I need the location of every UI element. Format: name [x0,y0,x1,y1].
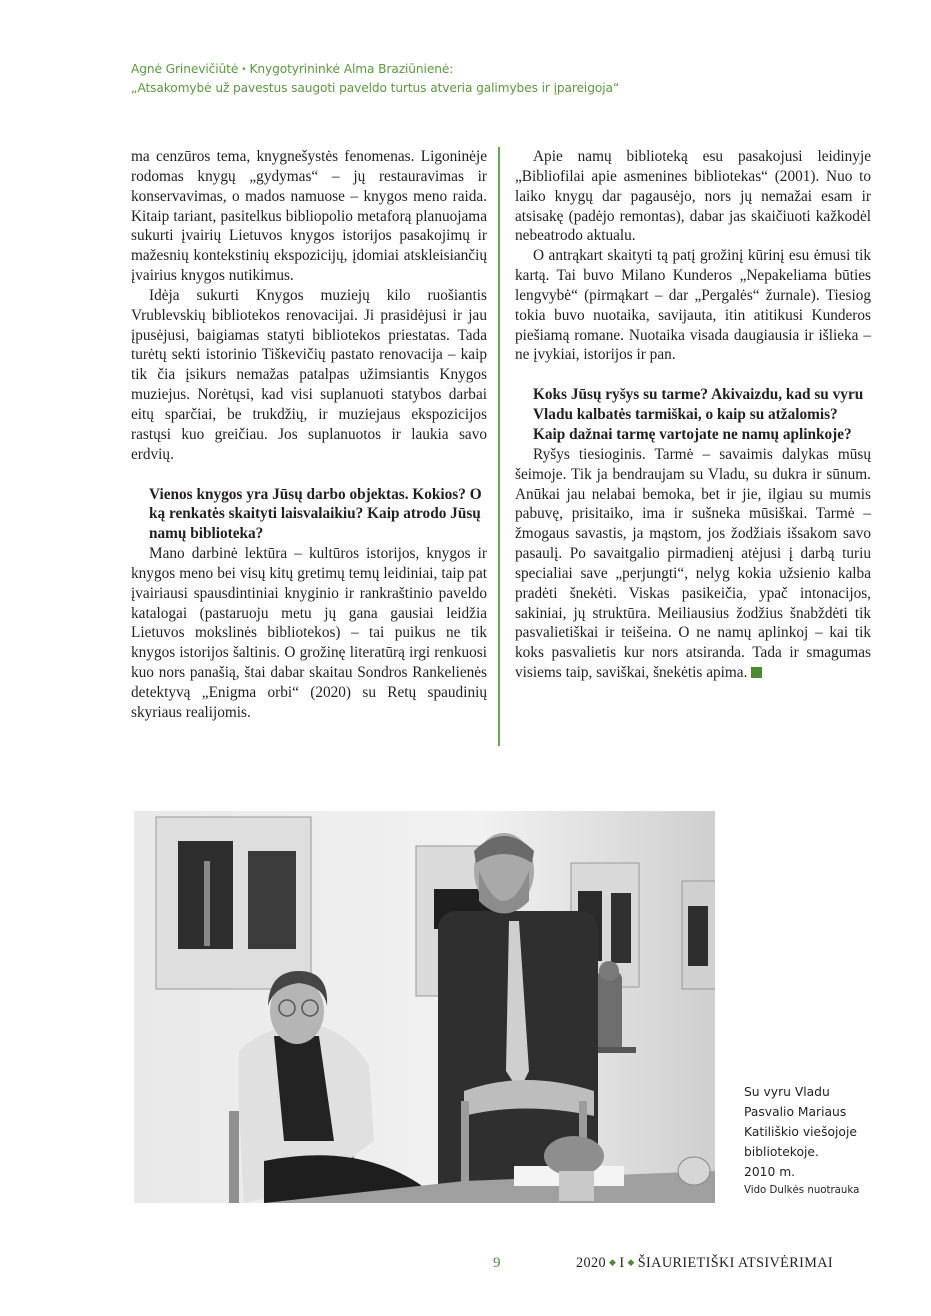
caption-line: Su vyru Vladu [744,1085,830,1099]
paragraph: Apie namų biblioteką esu pasakojusi leidinyje „Bibliofilai apie asmenines bibliotekas“ (2001). Nuo to laiko knygų dar pagausėjo, nors jų nemažai esam ir atsisakę (padėjo remontas), dabar jas skaičiuoti kažkodėl nebeatrodo aktualu. [515,148,871,245]
header-author: Agnė Grinevičiūtė [131,62,239,76]
caption-line: Katiliškio viešojoje [744,1125,857,1139]
diamond-bullet-icon: ◆ [608,1257,617,1267]
photo-illustration [134,811,715,1203]
paragraph [515,445,871,683]
interview-question: Vienos knygos yra Jūsų darbo objektas. Kokios? O ką renkatės skaityti laisvalaikiu? Kaip atrodo Jūsų namų biblioteka? [149,485,482,543]
paragraph: Idėja sukurti Knygos muziejų kilo ruošiantis Vrublevskių bibliotekos renovacijai. Ji prasidėjusi ir jau įpusėjusi, baigiamas statyti bibliotekos priestatas. Tada turėtų sekti istorinio Tiškevičių pastato renovacija – kaip tik čia įsikurs nemažas patalpas užimsiantis Knygos muziejus. Norėtųsi, kad visi suplanuoti statybos darbai eitų sparčiai, be trukdžių, ir muziejaus ekspozicijos rastųsi kuo greičiau. Jos suplanuotos ir laukia savo erdvių. [131,286,487,463]
footer-journal-name: ŠIAURIETIŠKI ATSIVĖRIMAI [637,1255,833,1271]
photo [134,811,715,1203]
footer-issue: I [619,1255,625,1271]
photo-credit: Vido Dulkės nuotrauka [744,1185,860,1196]
running-header [131,60,831,97]
page-number: 9 [493,1255,501,1271]
header-subtitle: Knygotyrininkė Alma Braziūnienė: [249,62,454,76]
journal-footer [576,1255,833,1272]
bullet-separator-icon: • [241,65,247,75]
caption-line: 2010 m. [744,1165,796,1179]
end-of-article-square-icon [751,667,762,678]
column-divider [498,147,500,746]
right-column [515,147,871,683]
header-title: „Atsakomybė už pavestus saugoti paveldo turtus atveria galimybes ir įpareigoja“ [131,81,620,95]
paragraph: O antrąkart skaityti tą patį grožinį kūrinį esu ėmusi tik kartą. Tai buvo Milano Kunderos „Nepakeliama būties lengvybė“ (pirmąkart – dar „Pergalės“ žurnale). Tiesiog tokia buvo nuotaika, savijauta, itin atitikusi Kunderos piešiamą romane. Nuotaika visada daugiausia ir išlieka – ne įvykiai, istorijos ir pan. [515,247,871,364]
left-column [131,147,487,723]
diamond-bullet-icon: ◆ [627,1257,635,1267]
caption-line: bibliotekoje. [744,1145,819,1159]
caption-line: Pasvalio Mariaus [744,1105,847,1119]
framed-picture-left [156,817,311,989]
paragraph: ma cenzūros tema, knygnešystės fenomenas. Ligoninėje rodomas knygų „gydymas“ – jų restauravimas ir konservavimas, o mados namuose – knygos meno raida. Kitaip tariant, pasitelkus bibliopolio metaforą planuojama sukurti įvairių Lietuvos knygos istorijos pasakojimų ir mažesnių kontekstinių ekspozicijų, įdomiai atskleisiančių įvairius knygos nutikimus. [131,148,487,285]
header-line-1 [131,60,831,79]
footer-year: 2020 [576,1255,606,1271]
photo-caption [744,1082,894,1200]
paragraph: Mano darbinė lektūra – kultūros istorijos, knygos ir knygos meno bei visų kitų gretimų temų leidiniai, taip pat įvairiausi spausdintiniai knyginio ir rankraštinio paveldo katalogai (pastaruoju metu jų gana gausiai leidžia Lietuvos mokslinės bibliotekos) – tai puikus ne tik knygos istorijos šaltinis. O grožinę literatūrą irgi renkuosi kuo nors panašią, štai dabar skaitau Sondros Rankelienės detektyvą „Enigma orbi“ (2020) su Retų spaudinių skyriaus realijomis. [131,545,487,721]
paragraph-text: Ryšys tiesioginis. Tarmė – savaimis dalykas mūsų šeimoje. Tik ja bendraujam su Vladu, su dukra ir sūnum. Anūkai jau nelabai bemoka, bet ir jie, ilgiau su mumis pabuvę, prisitaiko, ima ir sušneka mūsiškai. Tarmė – žmogaus savastis, ja mąstom, jos žodžiais išsakom savo pasaulį. Po savaitgalio pirmadienį atėjusi į darbą turiu specialiai save „perjungti“, nelyg kokia užsienio kalba pradėti šnekėti. Viskas pasikeičia, ypač intonacijos, sakiniai, jų struktūra. Meiliausius žodžius šnabždėti tik pasvalietiškai ir teišeina. O ne namų aplinkoj – kai tik koks pasvalietis kur nors atsiranda. Tada ir smagumas visiems taip, saviškai, šnekėtis apima. [515,445,871,682]
interview-question: Koks Jūsų ryšys su tarme? Akivaizdu, kad su vyru Vladu kalbatės tarmiškai, o kaip su atžalomis? Kaip dažnai tarmę vartojate ne namų aplinkoje? [533,386,864,443]
